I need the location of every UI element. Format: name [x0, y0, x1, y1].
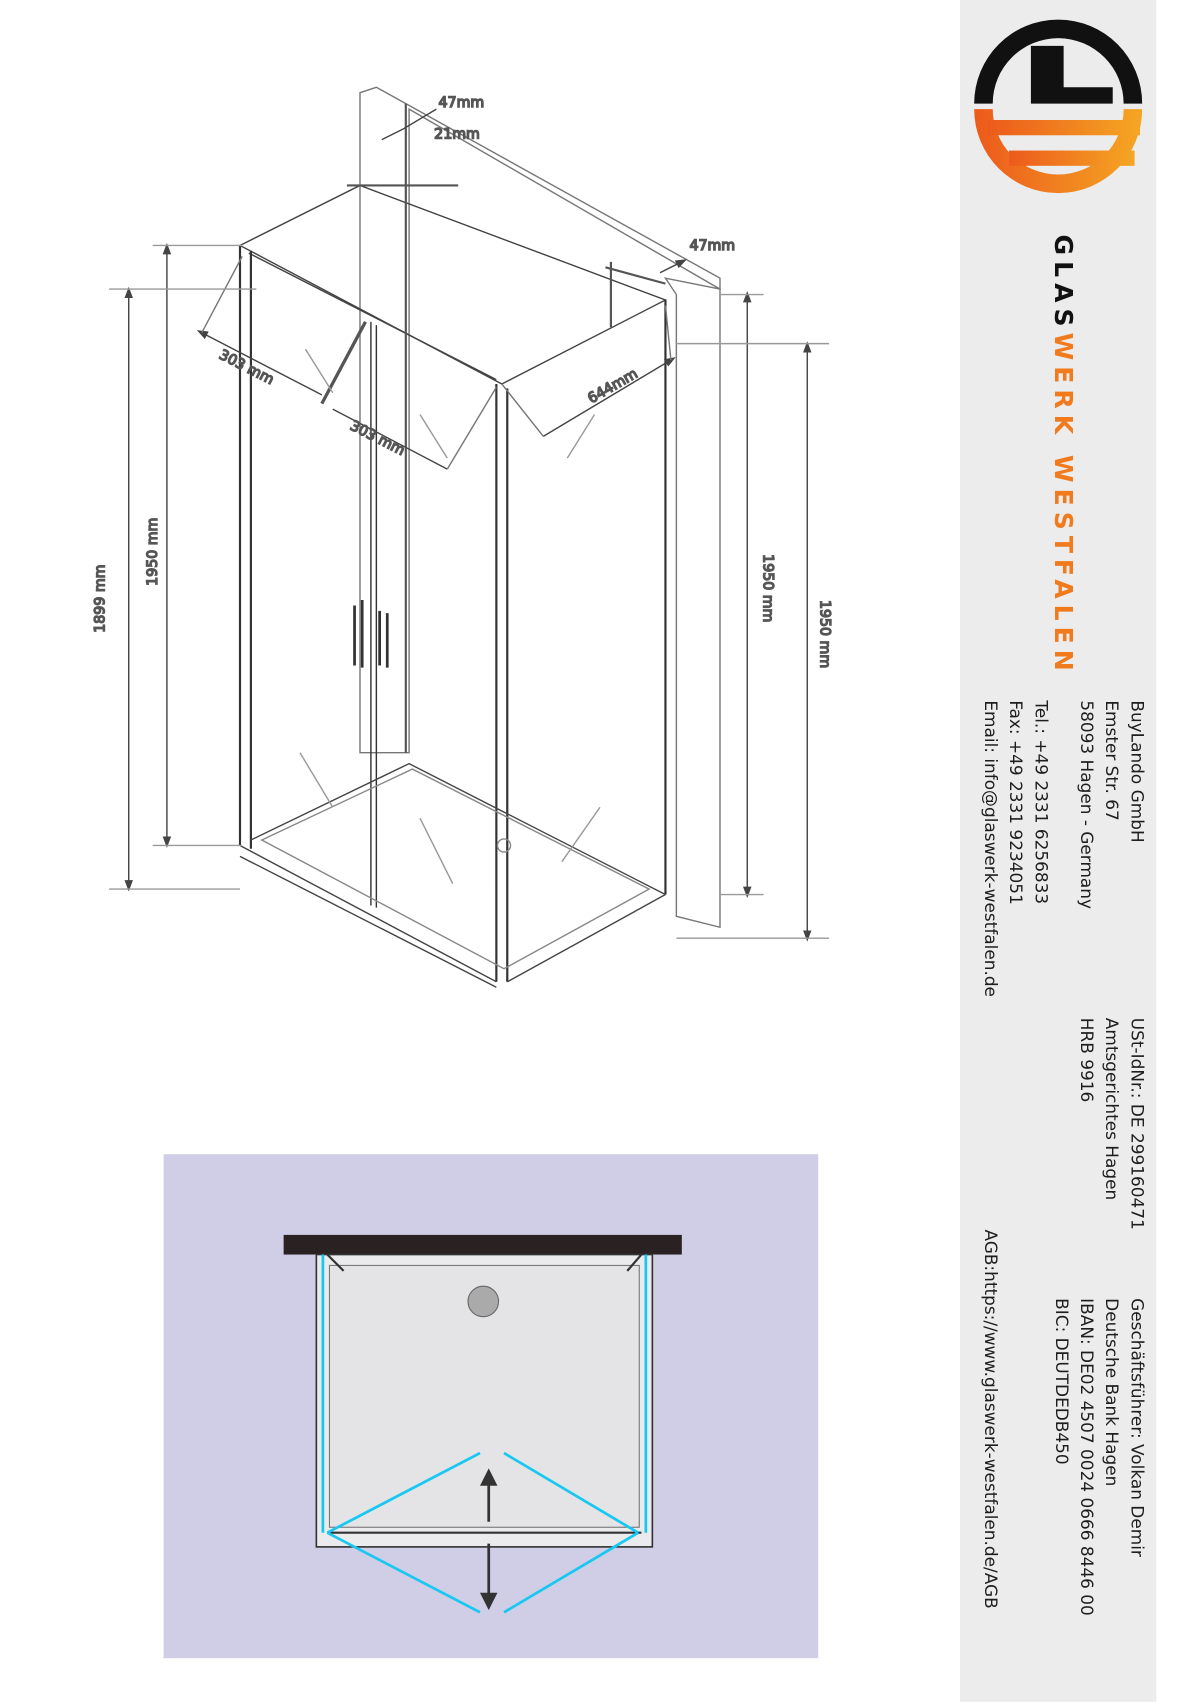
drain	[468, 1286, 499, 1317]
dim-label-height-right-inner: 1950 mm	[759, 554, 776, 623]
court: Amtsgerichtes Hagen	[1101, 1017, 1122, 1201]
dim-label-profile: 21mm	[434, 126, 480, 143]
hrb: HRB 9916	[1076, 1017, 1097, 1103]
vat-id: USt-IdNr.: DE 299160471	[1126, 1017, 1147, 1230]
wall	[284, 1235, 682, 1255]
phone: Tel.: +49 2331 6256833	[1030, 700, 1051, 905]
brand-name	[1047, 235, 1078, 677]
dim-label-door-left: 303 mm	[216, 347, 277, 389]
brand-name-part1: GLAS	[1048, 234, 1077, 333]
address-line: 58093 Hagen - Germany	[1076, 700, 1097, 910]
bic: BIC: DEUTDEDB450	[1051, 1298, 1072, 1465]
dim-label-height-left: 1950 mm	[145, 517, 162, 586]
dim-label-wall-top: 47mm	[438, 94, 485, 111]
dim-label-height-right-outer: 1950 mm	[816, 599, 833, 669]
iban: IBAN: DE02 4507 0024 0666 8446 00	[1076, 1298, 1097, 1616]
email: Email: info@glaswerk-westfalen.de	[980, 700, 1001, 997]
dim-label-wall-right: 47mm	[689, 237, 736, 254]
bank-name: Deutsche Bank Hagen	[1101, 1298, 1122, 1487]
dim-label-height-1899: 1899 mm	[92, 564, 109, 633]
brand-name-part2: WERK WESTFALEN	[1048, 332, 1077, 677]
address-line: Emster Str. 67	[1101, 700, 1122, 821]
address-line: BuyLando GmbH	[1126, 700, 1147, 843]
agb-link[interactable]: AGB:https://www.glaswerk-westfalen.de/AGB	[980, 1229, 1001, 1609]
fax: Fax: +49 2331 9234051	[1005, 700, 1026, 905]
managing-director: Geschäftsführer: Volkan Demir	[1126, 1298, 1147, 1557]
dim-label-side-panel: 644mm	[585, 365, 641, 408]
dim-label-door-right: 303 mm	[347, 418, 408, 460]
